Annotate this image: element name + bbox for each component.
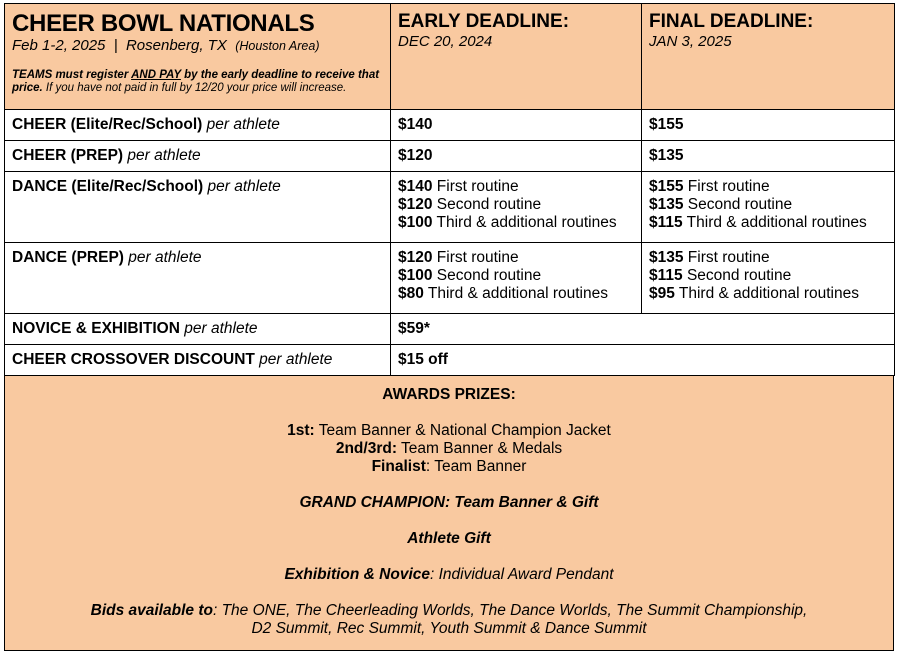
awards-section bbox=[4, 376, 894, 651]
price-amount: $120 bbox=[398, 196, 433, 213]
price-amount: $95 bbox=[649, 285, 675, 302]
category-name: CHEER CROSSOVER DISCOUNT bbox=[12, 351, 255, 368]
final-price-cell bbox=[642, 243, 895, 314]
category-cell bbox=[5, 243, 391, 314]
awards-heading: AWARDS PRIZES: bbox=[382, 386, 516, 403]
price-amount: $115 bbox=[649, 214, 683, 231]
bids-line-1: Bids available to: The ONE, The Cheerleading Worlds, The Dance Worlds, The Summit Championship, bbox=[90, 602, 808, 619]
final-price-cell bbox=[642, 110, 895, 141]
span-price-cell bbox=[391, 314, 895, 345]
price-description: Third & additional routines bbox=[674, 285, 859, 302]
category-name: CHEER (Elite/Rec/School) bbox=[12, 116, 203, 133]
price-amount: $135 bbox=[649, 147, 684, 164]
category-unit: per athlete bbox=[202, 116, 280, 133]
price-description: First routine bbox=[683, 249, 770, 266]
category-unit: per athlete bbox=[203, 178, 281, 195]
price-amount: $135 bbox=[649, 196, 684, 213]
price-line bbox=[398, 116, 641, 134]
price-amount: $155 bbox=[649, 178, 684, 195]
final-deadline-title: FINAL DEADLINE: bbox=[649, 11, 814, 32]
early-price-cell bbox=[391, 110, 642, 141]
price-line bbox=[649, 196, 894, 214]
price-description: First routine bbox=[432, 178, 519, 195]
final-price-cell bbox=[642, 172, 895, 243]
price-description: Second routine bbox=[683, 196, 793, 213]
early-deadline-title: EARLY DEADLINE: bbox=[398, 11, 570, 32]
price-line bbox=[649, 147, 894, 165]
bids-line-2: D2 Summit, Rec Summit, Youth Summit & Dance Summit bbox=[251, 620, 647, 637]
pricing-table bbox=[4, 3, 895, 376]
price-line bbox=[398, 178, 641, 196]
price-description: First routine bbox=[432, 249, 519, 266]
category-unit: per athlete bbox=[179, 320, 258, 337]
price-line bbox=[649, 285, 894, 303]
event-title: CHEER BOWL NATIONALS bbox=[12, 10, 315, 37]
price-line bbox=[398, 196, 641, 214]
price-line bbox=[649, 249, 894, 267]
category-unit: per athlete bbox=[123, 249, 202, 266]
price-description: Second routine bbox=[432, 267, 542, 284]
price-line bbox=[649, 214, 894, 232]
price-line bbox=[398, 267, 641, 285]
award-finalist: Finalist: Team Banner bbox=[371, 458, 527, 475]
price-amount: $140 bbox=[398, 116, 433, 133]
price-description: Third & additional routines bbox=[682, 214, 867, 231]
header-row bbox=[5, 4, 895, 110]
price-amount: $115 bbox=[649, 267, 683, 284]
award-second-third: 2nd/3rd: Team Banner & Medals bbox=[335, 440, 563, 457]
span-price-cell bbox=[391, 345, 895, 376]
payment-note: TEAMS must register AND PAY by the early deadline to receive that price. If you have not paid in full by 12/20 your price will increase. bbox=[12, 69, 380, 94]
category-name: DANCE (Elite/Rec/School) bbox=[12, 178, 204, 195]
category-cell bbox=[5, 172, 391, 243]
early-price-cell bbox=[391, 172, 642, 243]
price-line bbox=[398, 285, 641, 303]
early-deadline-date: DEC 20, 2024 bbox=[398, 33, 493, 50]
award-first: 1st: Team Banner & National Champion Jacket bbox=[287, 422, 611, 439]
price-description: Second routine bbox=[682, 267, 792, 284]
price-amount: $100 bbox=[398, 214, 433, 231]
early-deadline-cell bbox=[391, 4, 642, 110]
price-row bbox=[5, 345, 895, 376]
price-line bbox=[649, 267, 894, 285]
price-amount: $120 bbox=[398, 147, 433, 164]
category-unit: per athlete bbox=[254, 351, 333, 368]
final-deadline-cell bbox=[642, 4, 895, 110]
price-description: Second routine bbox=[432, 196, 542, 213]
price-description: First routine bbox=[683, 178, 770, 195]
category-cell bbox=[5, 110, 391, 141]
price-line bbox=[649, 116, 894, 134]
category-cell bbox=[5, 314, 391, 345]
price-line bbox=[649, 178, 894, 196]
price-description: Third & additional routines bbox=[423, 285, 608, 302]
price-line bbox=[398, 249, 641, 267]
award-exhibition-novice: Exhibition & Novice: Individual Award Pendant bbox=[284, 566, 614, 583]
price-amount: $80 bbox=[398, 285, 424, 302]
category-cell bbox=[5, 141, 391, 172]
event-date-location: Feb 1-2, 2025 | Rosenberg, TX (Houston Area) bbox=[12, 37, 320, 54]
award-athlete-gift: Athlete Gift bbox=[407, 530, 491, 547]
price-line bbox=[398, 147, 641, 165]
price-amount: $100 bbox=[398, 267, 433, 284]
price-row bbox=[5, 243, 895, 314]
award-grand-champion: GRAND CHAMPION: Team Banner & Gift bbox=[299, 494, 599, 511]
event-area: (Houston Area) bbox=[235, 39, 320, 53]
price-amount: $120 bbox=[398, 249, 433, 266]
price-amount: $15 off bbox=[398, 351, 448, 368]
category-name: DANCE (PREP) bbox=[12, 249, 124, 266]
price-amount: $59* bbox=[398, 320, 430, 337]
price-amount: $155 bbox=[649, 116, 684, 133]
category-name: NOVICE & EXHIBITION bbox=[12, 320, 180, 337]
final-deadline-date: JAN 3, 2025 bbox=[649, 33, 732, 50]
price-row bbox=[5, 172, 895, 243]
early-price-cell bbox=[391, 141, 642, 172]
price-line bbox=[398, 214, 641, 232]
final-price-cell bbox=[642, 141, 895, 172]
category-unit: per athlete bbox=[123, 147, 201, 164]
price-row bbox=[5, 141, 895, 172]
price-amount: $135 bbox=[649, 249, 684, 266]
early-price-cell bbox=[391, 243, 642, 314]
price-amount: $140 bbox=[398, 178, 433, 195]
category-name: CHEER (PREP) bbox=[12, 147, 124, 164]
price-description: Third & additional routines bbox=[432, 214, 617, 231]
pricing-sheet bbox=[4, 3, 894, 649]
event-info-cell bbox=[5, 4, 391, 110]
price-row bbox=[5, 314, 895, 345]
price-row bbox=[5, 110, 895, 141]
category-cell bbox=[5, 345, 391, 376]
